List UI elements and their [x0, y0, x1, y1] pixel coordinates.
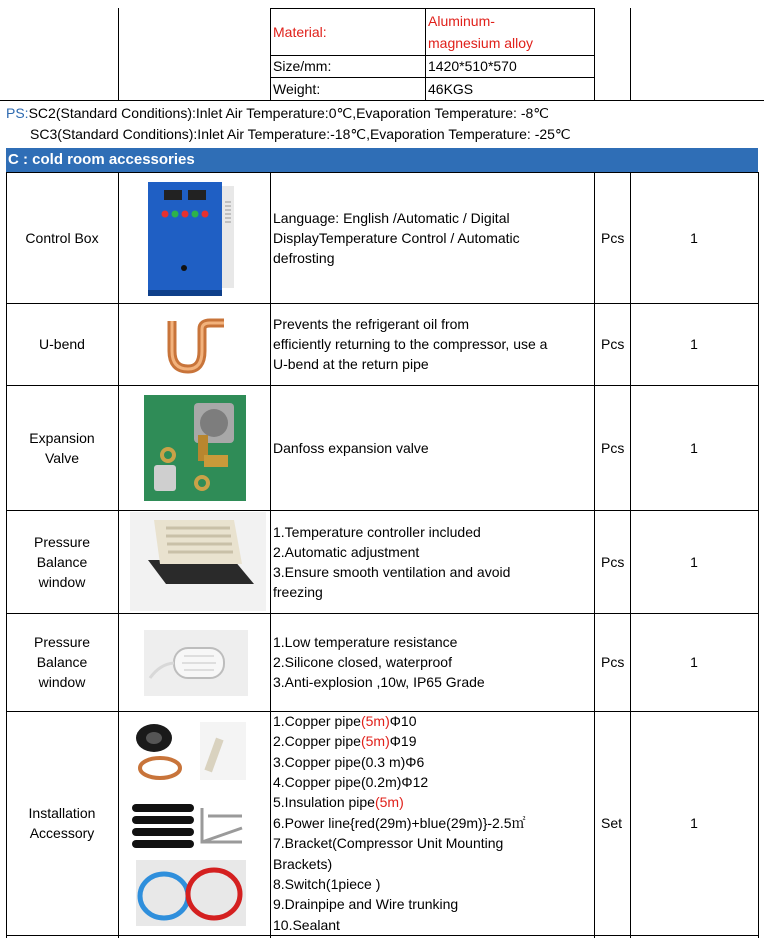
row-u-bend-desc	[270, 303, 594, 385]
desc-line: 1.Low temperature resistance	[273, 634, 458, 650]
row-control-box-unit: Pcs	[601, 229, 625, 246]
desc-line: freezing	[273, 583, 323, 600]
ps-prefix: PS:	[6, 105, 29, 121]
row-installation-name: Installation Accessory	[28, 805, 96, 841]
row-u-bend-unit: Pcs	[601, 336, 625, 352]
desc-line	[273, 711, 416, 731]
row-u-bend-name: U-bend	[39, 336, 85, 352]
row-control-box-name: Control Box	[25, 229, 99, 246]
material-value: Aluminum- magnesium alloy	[428, 12, 534, 51]
desc-text: Φ10	[389, 712, 417, 729]
desc-text: 4.Copper pipe(0.2m)Φ12	[273, 773, 429, 790]
desc-line: defrosting	[273, 249, 335, 266]
row-pressure-window-qty: 1	[690, 553, 698, 570]
pressure-window-image	[130, 512, 266, 611]
row-u-bend-qty: 1	[690, 336, 698, 352]
row-expansion-valve-unit: Pcs	[601, 439, 625, 456]
length-highlight: (5m)	[360, 712, 390, 729]
u-bend-image	[158, 315, 230, 375]
desc-line	[273, 894, 458, 914]
row-heater-desc	[270, 613, 594, 711]
desc-line: 2.Silicone closed, waterproof	[273, 654, 452, 670]
desc-line	[273, 874, 380, 894]
row-pressure-window-desc	[270, 510, 594, 613]
desc-text: 1.Copper pipe	[273, 712, 361, 729]
row-pressure-window-unit: Pcs	[601, 553, 625, 570]
desc-text: Brackets)	[273, 855, 333, 872]
installation-accessory-image	[130, 718, 250, 930]
desc-text: 2.Copper pipe	[273, 733, 361, 750]
desc-line: Prevents the refrigerant oil from	[273, 316, 470, 332]
length-highlight: (5m)	[374, 794, 404, 811]
row-control-box-qty: 1	[690, 229, 698, 246]
desc-line	[273, 731, 416, 751]
control-box-image	[140, 180, 240, 298]
desc-line: 1.Temperature controller included	[273, 523, 481, 540]
weight-value: 46KGS	[428, 80, 474, 97]
desc-line: DisplayTemperature Control / Automatic	[273, 229, 520, 246]
row-installation-unit: Set	[601, 815, 623, 831]
desc-line	[273, 772, 428, 792]
row-installation-desc	[270, 711, 594, 935]
material-label: Material:	[273, 23, 327, 40]
heater-image	[144, 630, 248, 696]
row-control-box-desc	[270, 172, 594, 303]
desc-line: Danfoss expansion valve	[273, 439, 429, 456]
desc-line	[273, 792, 404, 812]
desc-text: 10.Sealant	[273, 916, 340, 933]
row-installation-qty: 1	[690, 815, 698, 831]
row-expansion-valve-desc	[270, 385, 594, 510]
row-pressure-window-name: Pressure Balance window	[33, 533, 91, 590]
section-header: C : cold room accessories	[6, 148, 758, 172]
desc-line	[273, 752, 424, 772]
sc2-text: SC2(Standard Conditions):Inlet Air Temperature:0℃,Evaporation Temperature: -8℃	[28, 105, 549, 121]
desc-text: 7.Bracket(Compressor Unit Mounting	[273, 835, 504, 852]
desc-text: 6.Power line{red(29m)+blue(29m)}-2.5㎡	[273, 814, 526, 831]
desc-line: 3.Anti-explosion ,10w, IP65 Grade	[273, 674, 485, 690]
ps-note-sc2	[6, 103, 549, 123]
desc-line	[273, 813, 526, 833]
desc-line: 2.Automatic adjustment	[273, 543, 420, 560]
size-value: 1420*510*570	[428, 58, 517, 74]
desc-line: 3.Ensure smooth ventilation and avoid	[273, 563, 511, 580]
desc-text: 3.Copper pipe(0.3 m)Φ6	[273, 753, 425, 770]
row-heater-qty: 1	[690, 654, 698, 670]
size-label: Size/mm:	[273, 58, 332, 74]
sc3-text: SC3(Standard Conditions):Inlet Air Temperature:-18℃,Evaporation Temperature: -25℃	[30, 126, 571, 142]
desc-line: U-bend at the return pipe	[273, 356, 429, 372]
desc-text: 8.Switch(1piece )	[273, 876, 381, 893]
row-heater-name: Pressure Balance window	[33, 634, 91, 690]
length-highlight: (5m)	[360, 733, 390, 750]
desc-line: efficiently returning to the compressor, use a	[273, 336, 548, 352]
desc-text: 5.Insulation pipe	[273, 794, 375, 811]
desc-text: Φ19	[389, 733, 417, 750]
desc-line	[273, 854, 332, 874]
desc-line	[273, 833, 503, 853]
expansion-valve-image	[144, 395, 246, 501]
desc-text: 9.Drainpipe and Wire trunking	[273, 896, 459, 913]
desc-line	[273, 915, 340, 935]
row-expansion-valve-qty: 1	[690, 439, 698, 456]
desc-line: Language: English /Automatic / Digital	[273, 209, 510, 226]
row-heater-unit: Pcs	[601, 654, 625, 670]
weight-label: Weight:	[273, 80, 321, 97]
row-expansion-valve-name: Expansion Valve	[29, 429, 95, 466]
